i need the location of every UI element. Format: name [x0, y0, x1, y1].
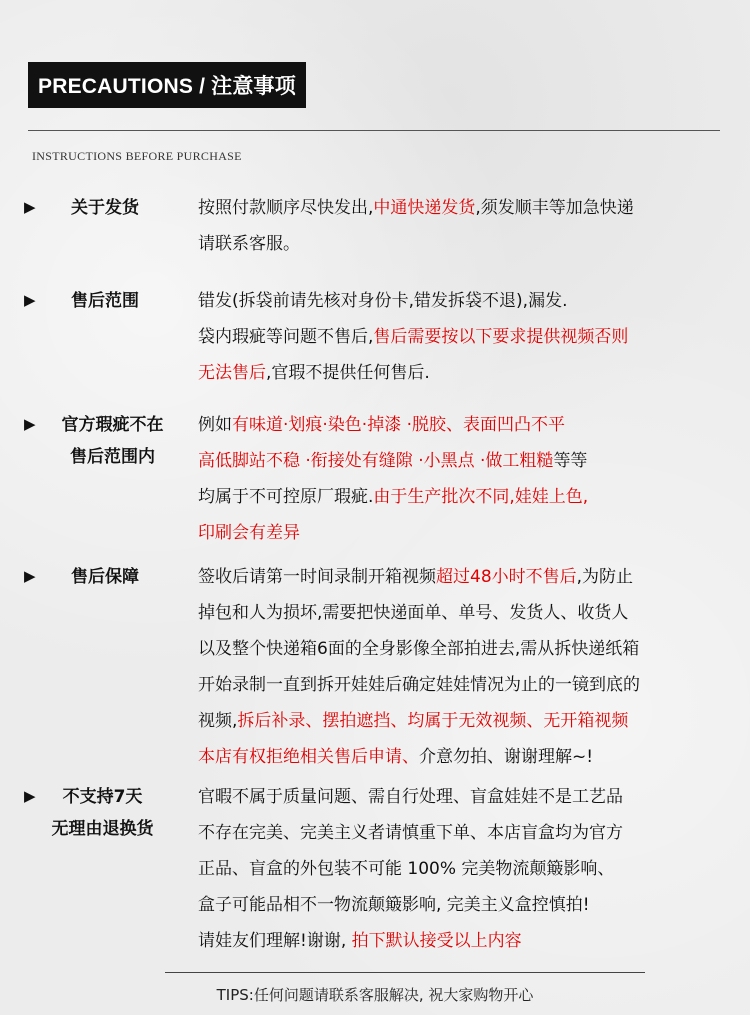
- body-line: [198, 407, 743, 443]
- section-body: [198, 559, 743, 775]
- page-title: PRECAUTIONS / 注意事项: [28, 62, 306, 108]
- body-text: 等等: [553, 451, 588, 471]
- section-label-line: 不支持7天: [62, 787, 143, 807]
- highlight-text: 超过48小时不售后: [436, 567, 577, 587]
- body-text: 请联系客服。: [198, 234, 300, 254]
- body-line: [198, 226, 743, 262]
- body-line: [198, 190, 743, 226]
- body-line: [198, 631, 743, 667]
- section-label-line: 售后范围内: [70, 447, 155, 467]
- highlight-text: 拍下默认接受以上内容: [351, 931, 522, 951]
- body-line: [198, 667, 743, 703]
- top-divider: [28, 130, 720, 131]
- arrow-icon: ▶: [24, 567, 36, 585]
- body-text: ,官瑕不提供任何售后.: [266, 363, 430, 383]
- body-line: [198, 515, 743, 551]
- highlight-text: 有味道·划痕·染色·掉漆 ·脱胶、表面凹凸不平: [232, 415, 566, 435]
- body-text: 请娃友们理解!谢谢,: [198, 931, 352, 951]
- body-line: [198, 703, 743, 739]
- body-text: 错发(拆袋前请先核对身份卡,错发拆袋不退),漏发.: [198, 291, 568, 311]
- body-line: [198, 779, 743, 815]
- section-body: [198, 779, 743, 959]
- body-text: 正品、盲盒的外包装不可能 100% 完美物流颠簸影响、: [198, 859, 615, 879]
- body-text: 介意勿拍、谢谢理解~!: [419, 747, 594, 767]
- body-text: 均属于不可控原厂瑕疵.: [198, 487, 374, 507]
- body-text: 签收后请第一时间录制开箱视频: [198, 567, 436, 587]
- body-text: 掉包和人为损坏,需要把快递面单、单号、发货人、收货人: [198, 603, 629, 623]
- arrow-icon: ▶: [24, 291, 36, 309]
- highlight-text: 本店有权拒绝相关售后申请、: [198, 747, 419, 767]
- arrow-icon: ▶: [24, 787, 36, 805]
- section-label: [40, 781, 165, 845]
- body-text: 例如: [198, 415, 232, 435]
- highlight-text: 高低脚站不稳 ·衔接处有缝隙 ·小黑点 ·做工粗糙: [198, 451, 554, 471]
- body-line: [198, 851, 743, 887]
- bottom-divider: [165, 972, 645, 973]
- body-text: 以及整个快递箱6面的全身影像全部拍进去,需从拆快递纸箱: [198, 639, 640, 659]
- body-line: [198, 815, 743, 851]
- page-subtitle: INSTRUCTIONS BEFORE PURCHASE: [32, 149, 242, 163]
- body-text: 视频,: [198, 711, 238, 731]
- section-label-line: 关于发货: [71, 198, 139, 218]
- section-body: [198, 283, 743, 391]
- arrow-icon: ▶: [24, 415, 36, 433]
- section-label-line: 售后范围: [71, 291, 139, 311]
- body-text: 官暇不属于质量问题、需自行处理、盲盒娃娃不是工艺品: [198, 787, 623, 807]
- section-body: [198, 190, 743, 262]
- highlight-text: 中通快递发货: [373, 198, 476, 218]
- body-text: 盒子可能品相不一物流颠簸影响, 完美主义盒控慎拍!: [198, 895, 590, 915]
- highlight-text: 印刷会有差异: [198, 523, 300, 543]
- body-line: [198, 923, 743, 959]
- section-label: [60, 561, 150, 593]
- body-line: [198, 283, 743, 319]
- highlight-text: 售后需要按以下要求提供视频否则: [373, 327, 629, 347]
- body-text: 按照付款顺序尽快发出,: [198, 198, 374, 218]
- highlight-text: 拆后补录、摆拍遮挡、均属于无效视频、无开箱视频: [237, 711, 629, 731]
- body-line: [198, 443, 743, 479]
- highlight-text: 由于生产批次不同,娃娃上色,: [373, 487, 589, 507]
- body-line: [198, 559, 743, 595]
- body-text: ,须发顺丰等加急快递: [475, 198, 634, 218]
- body-line: [198, 739, 743, 775]
- section-label-line: 无理由退换货: [51, 819, 154, 839]
- footer-tips: TIPS:任何问题请联系客服解决, 祝大家购物开心: [216, 986, 534, 1004]
- body-line: [198, 887, 743, 923]
- arrow-icon: ▶: [24, 198, 36, 216]
- body-text: ,为防止: [576, 567, 634, 587]
- body-text: 开始录制一直到拆开娃娃后确定娃娃情况为止的一镜到底的: [198, 675, 640, 695]
- body-line: [198, 479, 743, 515]
- body-line: [198, 319, 743, 355]
- section-label: [60, 192, 150, 224]
- section-label-line: 售后保障: [71, 567, 139, 587]
- section-label: [50, 409, 175, 473]
- section-label-line: 官方瑕疵不在: [61, 415, 164, 435]
- section-label: [60, 285, 150, 317]
- section-body: [198, 407, 743, 551]
- body-line: [198, 595, 743, 631]
- body-text: 不存在完美、完美主义者请慎重下单、本店盲盒均为官方: [198, 823, 623, 843]
- body-text: 袋内瑕疵等问题不售后,: [198, 327, 374, 347]
- body-line: [198, 355, 743, 391]
- highlight-text: 无法售后: [198, 363, 266, 383]
